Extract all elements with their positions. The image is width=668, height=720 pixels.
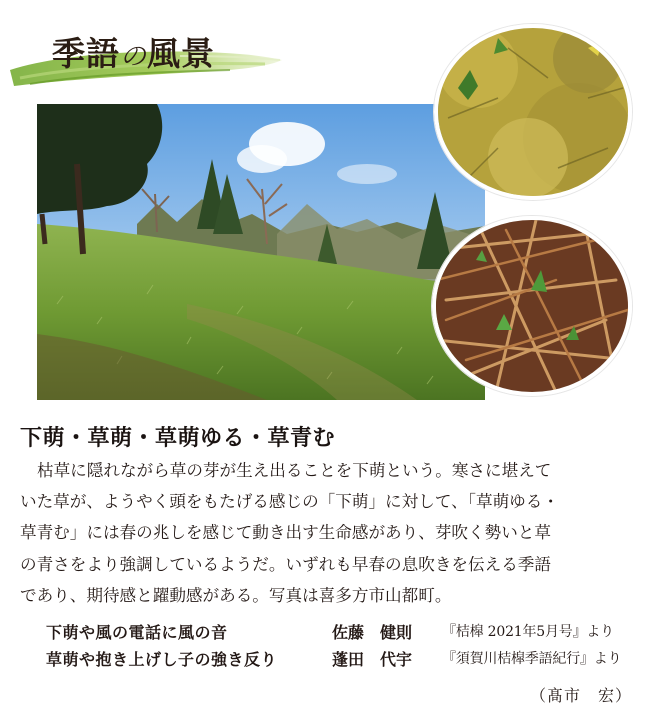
banner-title-main: 季語 — [52, 34, 120, 73]
banner-title-no: の — [120, 42, 148, 72]
article-heading: 下萌・草萌・草萌ゆる・草青む — [20, 425, 336, 451]
haiku-source: 『須賀川桔槹季語紀行』より — [442, 651, 622, 667]
haiku-source: 『桔槹 2021年5月号』より — [442, 624, 614, 640]
moss-closeup-photo — [434, 24, 632, 200]
banner-title — [52, 28, 215, 75]
body-line: であり、期待感と躍動感がある。写真は喜多方市山都町。 — [20, 585, 452, 605]
grassy-hillside-photo — [37, 104, 485, 400]
body-line: の青さをより強調しているようだ。いずれも早春の息吹きを伝える季語 — [20, 554, 551, 574]
body-line: 草青む」には春の兆しを感じて動き出す生命感があり、芽吹く勢いと草 — [20, 523, 551, 543]
section-banner — [0, 0, 290, 100]
haiku-poet: 蓬田 代宇 — [332, 650, 413, 669]
haiku-entry — [46, 620, 636, 648]
article-body — [20, 455, 630, 611]
article-author: （髙市 宏） — [529, 686, 632, 705]
dry-grass-closeup-photo — [432, 216, 632, 396]
haiku-verse: 下萌や風の電話に風の音 — [46, 623, 228, 642]
body-line: いた草が、ようやく頭をもたげる感じの「下萌」に対して、「草萌ゆる・ — [20, 492, 559, 512]
body-line: 枯草に隠れながら草の芽が生え出ることを下萌という。寒さに堪えて — [37, 461, 552, 480]
haiku-poet: 佐藤 健則 — [332, 623, 413, 642]
haiku-verse: 草萌や抱き上げし子の強き反り — [46, 650, 278, 669]
haiku-entry — [46, 647, 636, 675]
banner-title-end: 風景 — [147, 34, 216, 73]
